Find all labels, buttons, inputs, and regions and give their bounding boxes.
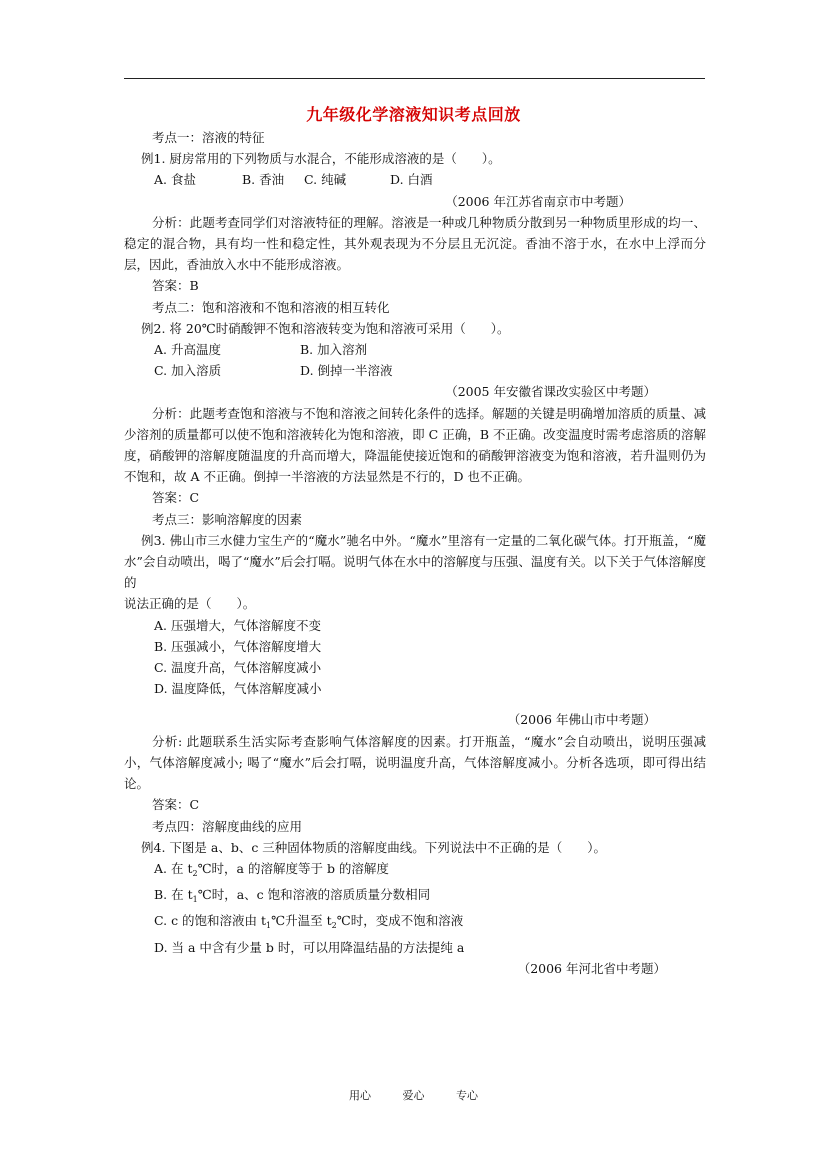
option-row: [124, 339, 706, 360]
option: C. 加入溶质: [154, 363, 222, 379]
option: D. 温度降低，气体溶解度减小: [154, 681, 322, 697]
analysis-text: 分析：此题考查同学们对溶液特征的理解。溶液是一种或几种物质分散到另一种物质里形成的均一、稳定的混合物，具有均一性和稳定性，其外观表现为不分层且无沉淀。香油不溶于水，在水中上浮而分层，因此，香油放入水中不能形成溶液。: [124, 214, 706, 273]
analysis-text: 分析: 此题联系生活实际考查影响气体溶解度的因素。打开瓶盖，“魔水”会自动喷出，说明压强减小，气体溶解度减小; 喝了“魔水”后会打嗝，说明温度升高，气体溶解度减小。分析各选项，即可得出结论。: [124, 733, 706, 792]
answer-text: 答案：B: [152, 278, 199, 294]
option: B. 香油: [242, 172, 285, 188]
spacer: [124, 699, 706, 709]
option-row: [124, 360, 706, 381]
option: A. 升高温度: [154, 342, 221, 358]
document-body: [124, 127, 706, 979]
option: C. 纯碱: [304, 172, 347, 188]
section-heading: 考点二：饱和溶液和不饱和溶液的相互转化: [152, 299, 390, 315]
header-rule: [124, 78, 705, 79]
section-heading: 考点三：影响溶解度的因素: [152, 511, 303, 527]
footer-word: 爱心: [402, 1089, 425, 1102]
section-heading: 考点四：溶解度曲线的应用: [152, 818, 303, 834]
question-source: （2005 年安徽省课改实验区中考题）: [445, 384, 656, 400]
option: B. 压强减小，气体溶解度增大: [154, 638, 322, 654]
option: A. 压强增大，气体溶解度不变: [154, 617, 321, 633]
option: B. 在 $t_1℃$时，a、c 饱和溶液的溶质质量分数相同: [154, 887, 431, 905]
question-source: （2006 年佛山市中考题）: [507, 712, 656, 728]
footer-word: 专心: [456, 1089, 478, 1102]
option: C. 温度升高，气体溶解度减小: [154, 660, 322, 676]
question-source: （2006 年江苏省南京市中考题）: [445, 193, 631, 209]
answer-text: 答案：C: [152, 490, 200, 506]
question-text: 例3. 佛山市三水健力宝生产的“魔水”驰名中外。“魔水”里溶有一定量的二氧化碳气体。打开瓶盖，“魔水”会自动喷出，喝了“魔水”后会打嗝。说明气体在水中的溶解度与压强、温度有关。以下关于气体溶解度的: [124, 532, 706, 591]
question-text-tail: 说法正确的是（ ）。: [124, 596, 256, 612]
question-text: 例2. 将 20℃时硝酸钾不饱和溶液转变为饱和溶液可采用（ ）。: [141, 320, 510, 336]
analysis-text: 分析：此题考查饱和溶液与不饱和溶液之间转化条件的选择。解题的关键是明确增加溶质的质量、减少溶剂的质量都可以使不饱和溶液转化为饱和溶液，即 C 正确，B 不正确。改变温度时需考虑溶质的溶解度，硝酸钾的溶解度随温度的升高而增大，降温能使接近饱和的硝酸钾溶液变为饱和溶液，若升温则仍为不饱和，故 A 不正确。倒掉一半溶液的方法显然是不行的，D 也不正确。: [124, 405, 706, 485]
option: A. 在 $t_2℃$时，a 的溶解度等于 b 的溶解度: [154, 860, 389, 878]
question-text: 例4. 下图是 a、b、c 三种固体物质的溶解度曲线。下列说法中不正确的是（ ）。: [141, 839, 607, 855]
option-row: [124, 169, 706, 190]
option: D. 白酒: [390, 172, 433, 188]
option: D. 倒掉一半溶液: [300, 363, 393, 379]
section-heading: 考点一：溶液的特征: [152, 130, 265, 145]
question-source: （2006 年河北省中考题）: [517, 960, 666, 976]
option: A. 食盐: [154, 172, 196, 188]
option: B. 加入溶剂: [300, 342, 368, 358]
option: C. c 的饱和溶液由 $t_1℃$升温至 $t_2℃$时，变成不饱和溶液: [154, 913, 464, 931]
answer-text: 答案：C: [152, 797, 200, 813]
question-text: 例1. 厨房常用的下列物质与水混合，不能形成溶液的是（ ）。: [141, 151, 501, 167]
footer-word: 用心: [349, 1089, 371, 1102]
page-footer: [0, 1087, 827, 1103]
page-title: 九年级化学溶液知识考点回放: [306, 105, 521, 124]
option: D. 当 a 中含有少量 b 时，可以用降温结晶的方法提纯 a: [154, 939, 465, 955]
